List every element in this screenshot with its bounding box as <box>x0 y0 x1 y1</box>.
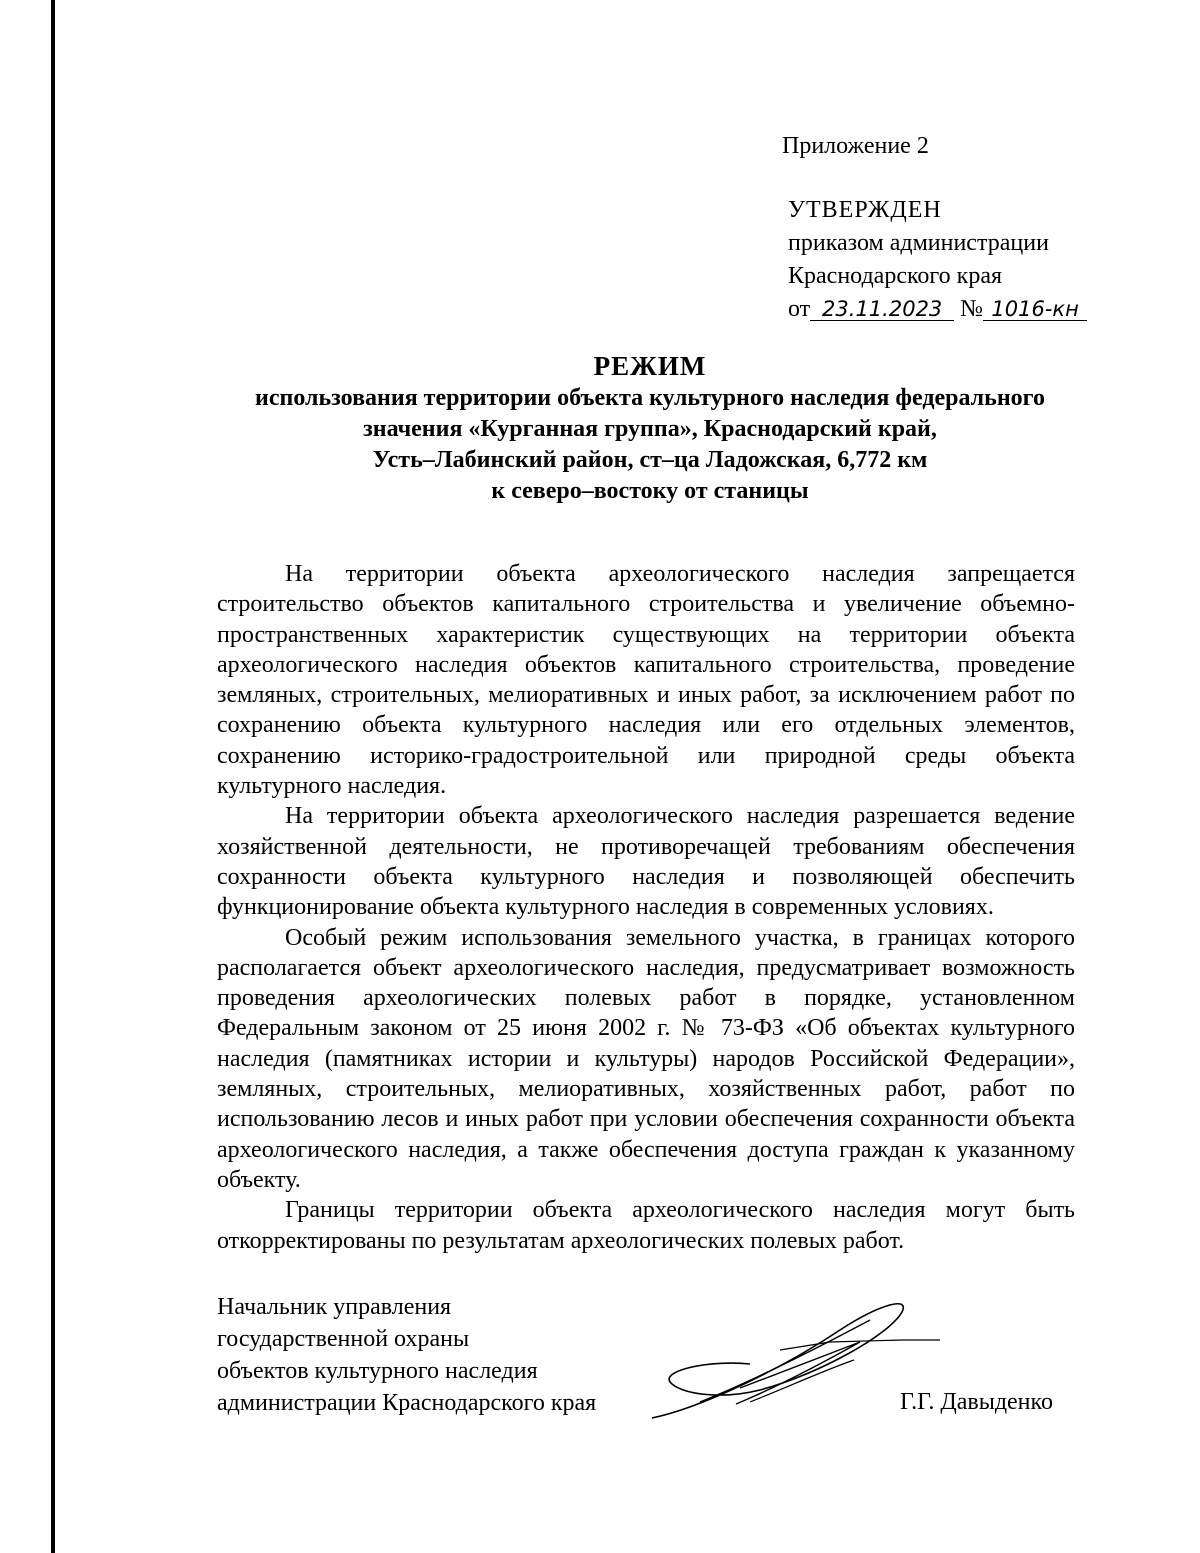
signatory-line-4: администрации Краснодарского края <box>217 1390 597 1416</box>
scan-edge-line <box>51 0 55 1553</box>
title-line-2: значения «Курганная группа», Краснодарский край, <box>363 416 937 442</box>
approved-label: УТВЕРЖДЕН <box>788 197 942 223</box>
title-line-3: Усть–Лабинский район, ст–ца Ладожская, 6,772 км <box>372 447 928 473</box>
paragraph-3: Особый режим использования земельного участка, в границах которого располагается объект археологического наследия, предусматривает возможность проведения археологических полевых работ в порядке, установленном Федеральным законом от 25 июня 2002 г. № 73-ФЗ «Об объектах культурного наследия (памятниках истории и культуры) народов Российской Федерации», земляных, строительных, мелиоративных, хозяйственных работ, работ по использованию лесов и иных работ при условии обеспечения сохранности объекта археологического наследия, а также обеспечения доступа граждан к указанному объекту. <box>217 924 1075 1193</box>
title-main: РЕЖИМ <box>593 351 707 381</box>
date-prefix: от <box>788 296 811 322</box>
signatory-name: Г.Г. Давыденко <box>900 1389 1053 1415</box>
document-title <box>200 349 1100 507</box>
number-prefix: № <box>960 296 984 322</box>
paragraph-1: На территории объекта археологического наследия запрещается строительство объектов капитального строительства и увеличение объемно-пространственных характеристик существующих на территории объекта археологического наследия объектов капитального строительства, проведение земляных, строительных, мелиоративных и иных работ, за исключением работ по сохранению объекта культурного наследия или его отдельных элементов, сохранению историко-градостроительной или природной среды объекта культурного наследия. <box>217 561 1075 800</box>
handwritten-number: 1016-кн <box>983 298 1087 321</box>
signatory-title <box>217 1291 596 1419</box>
appendix-label: Приложение 2 <box>782 133 929 159</box>
order-date-line <box>788 293 1087 326</box>
title-line-1: использования территории объекта культурного наследия федерального <box>255 385 1045 411</box>
paragraph-2: На территории объекта археологического наследия разрешается ведение хозяйственной деятельности, не противоречащей требованиям обеспечения сохранности объекта культурного наследия и позволяющей обеспечить функционирование объекта культурного наследия в современных условиях. <box>217 803 1075 921</box>
approved-by-line-2: Краснодарского края <box>788 263 1003 289</box>
signatory-line-3: объектов культурного наследия <box>217 1358 538 1384</box>
paragraph-4: Границы территории объекта археологического наследия могут быть откорректированы по результатам археологических полевых работ. <box>217 1197 1075 1254</box>
title-line-4: к северо–востоку от станицы <box>491 478 809 504</box>
approval-block <box>788 194 1087 326</box>
signatory-line-1: Начальник управления <box>217 1294 452 1320</box>
handwritten-signature-icon <box>640 1290 940 1430</box>
handwritten-date: 23.11.2023 <box>810 298 954 321</box>
approved-by-line-1: приказом администрации <box>788 230 1049 256</box>
signatory-line-2: государственной охраны <box>217 1326 470 1352</box>
document-body <box>217 559 1075 1256</box>
